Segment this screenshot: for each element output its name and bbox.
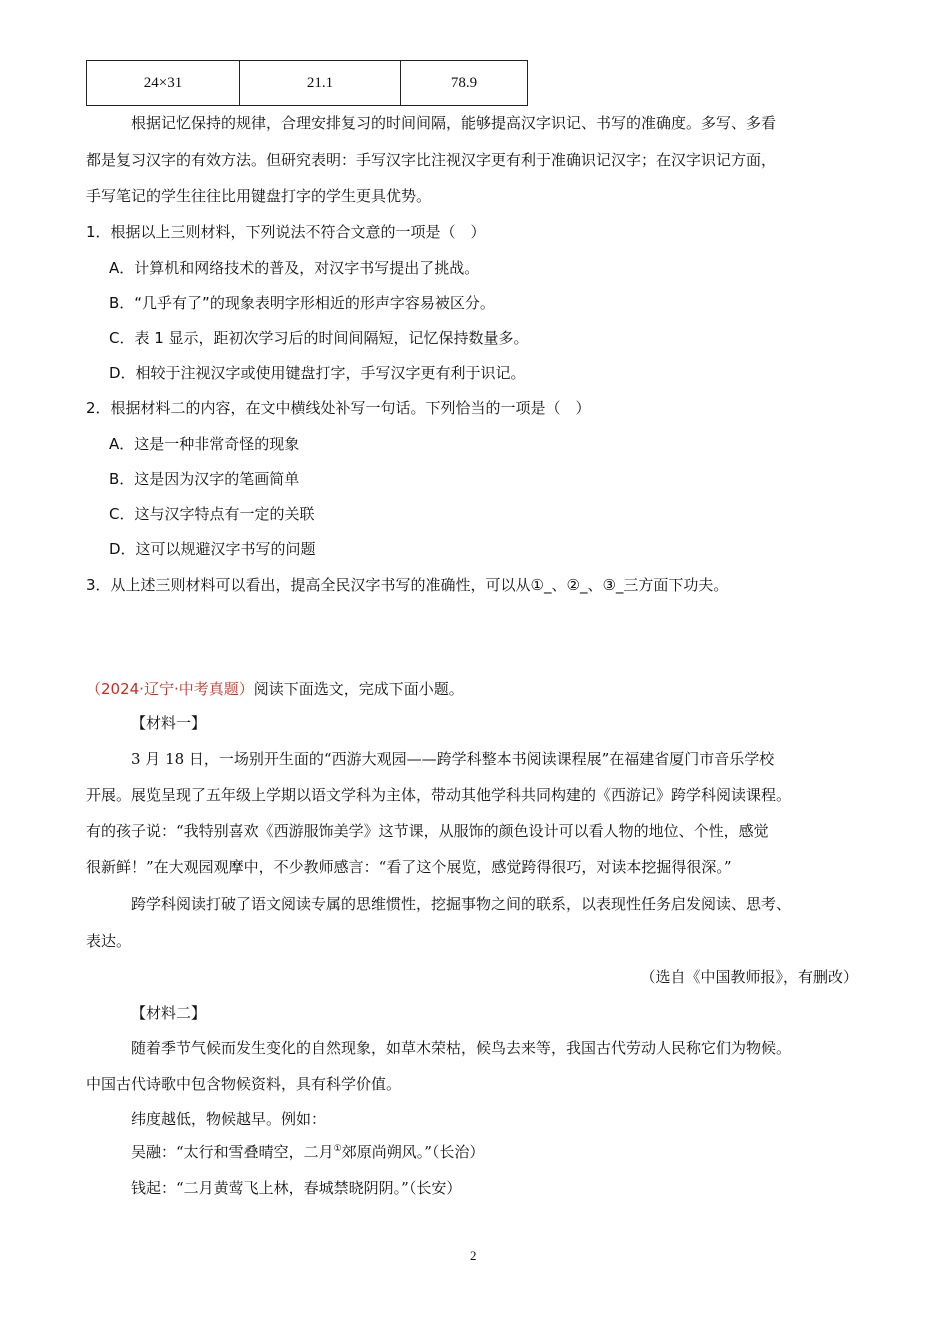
material-1-line: 表达。 (86, 932, 132, 950)
material-1-line: 开展。展览呈现了五年级上学期以语文学科为主体，带动其他学科共同构建的《西游记》跨学科阅读课程。 (86, 786, 792, 804)
material-1-line: 跨学科阅读打破了语文阅读专属的思维惯性，挖掘事物之间的联系，以表现性任务启发阅读、思考、 (131, 895, 792, 913)
q1-option-a[interactable]: A．计算机和网络技术的普及，对汉字书写提出了挑战。 (109, 259, 480, 277)
section-instruction: 阅读下面选文，完成下面小题。 (253, 680, 464, 698)
table-row (87, 61, 528, 106)
intro-paragraph-line: 都是复习汉字的有效方法。但研究表明：手写汉字比注视汉字更有利于准确识记汉字；在汉字识记方面， (86, 151, 777, 169)
source-tag: （2024·辽宁·中考真题） (86, 680, 254, 698)
q2-option-d[interactable]: D．这可以规避汉字书写的问题 (109, 540, 316, 558)
q2-option-a[interactable]: A．这是一种非常奇怪的现象 (109, 435, 300, 453)
question-1-stem: 1．根据以上三则材料，下列说法不符合文意的一项是（ ） (86, 223, 486, 241)
table-cell: 24×31 (87, 61, 240, 106)
material-2-line: 中国古代诗歌中包含物候资料，具有科学价值。 (86, 1075, 402, 1093)
q2-option-c[interactable]: C．这与汉字特点有一定的关联 (109, 505, 315, 523)
poem-text: 吴融：“太行和雪叠晴空，二月 (131, 1143, 334, 1161)
q1-option-b[interactable]: B．“几乎有了”的现象表明字形相近的形声字容易被区分。 (109, 294, 495, 312)
footnote-marker: ① (333, 1144, 342, 1154)
material-1-source: （选自《中国教师报》，有删改） (640, 968, 858, 986)
intro-paragraph-line: 手写笔记的学生往往比用键盘打字的学生更具优势。 (86, 187, 432, 205)
q1-option-d[interactable]: D．相较于注视汉字或使用键盘打字，手写汉字更有利于识记。 (109, 364, 526, 382)
material-1-title: 【材料一】 (131, 714, 207, 732)
q2-option-b[interactable]: B．这是因为汉字的笔画简单 (109, 470, 300, 488)
material-2-line: 纬度越低，物候越早。例如： (131, 1110, 327, 1128)
data-table (86, 60, 528, 106)
section-header (86, 678, 464, 699)
question-3-stem: 3．从上述三则材料可以看出，提高全民汉字书写的准确性，可以从①_、②_、③_三方面下功夫。 (86, 576, 729, 594)
table-cell: 21.1 (240, 61, 401, 106)
poem-text: 郊原尚朔风。”（长治） (341, 1143, 485, 1161)
intro-paragraph-line: 根据记忆保持的规律，合理安排复习的时间间隔，能够提高汉字识记、书写的准确度。多写、多看 (131, 114, 777, 132)
poem-line: 钱起：“二月黄莺飞上林，春城禁晓阴阴。”（长安） (131, 1179, 462, 1197)
material-2-title: 【材料二】 (131, 1004, 207, 1022)
material-1-line: 3 月 18 日，一场别开生面的“西游大观园——跨学科整本书阅读课程展”在福建省厦门市音乐学校 (131, 750, 775, 768)
material-1-line: 有的孩子说：“我特别喜欢《西游服饰美学》这节课，从服饰的颜色设计可以看人物的地位、个性，感觉 (86, 822, 769, 840)
poem-line (131, 1141, 484, 1162)
material-2-line: 随着季节气候而发生变化的自然现象，如草木荣枯，候鸟去来等，我国古代劳动人民称它们为物候。 (131, 1039, 792, 1057)
question-2-stem: 2．根据材料二的内容，在文中横线处补写一句话。下列恰当的一项是（ ） (86, 399, 591, 417)
page-number: 2 (470, 1248, 477, 1263)
table-cell: 78.9 (401, 61, 528, 106)
material-1-line: 很新鲜！”在大观园观摩中，不少教师感言：“看了这个展览，感觉跨得很巧，对读本挖掘得很深。” (86, 858, 732, 876)
q1-option-c[interactable]: C．表 1 显示，距初次学习后的时间间隔短，记忆保持数量多。 (109, 329, 529, 347)
